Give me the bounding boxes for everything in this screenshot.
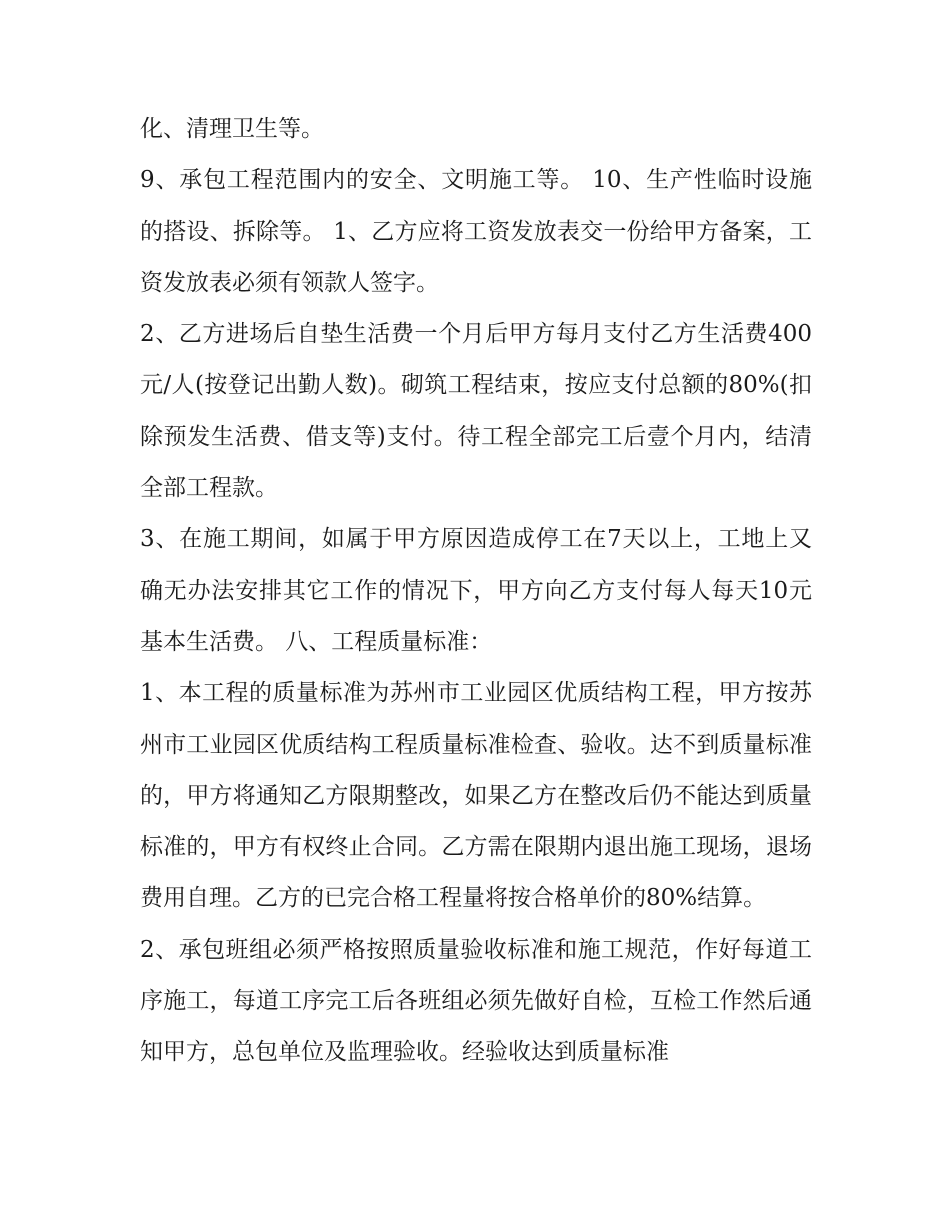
paragraph-stoppage-3: 3、在施工期间，如属于甲方原因造成停工在7天以上，工地上又确无办法安排其它工作的情况下，甲方向乙方支付每人每天10元基本生活费。 八、工程质量标准： xyxy=(140,526,812,655)
document-page xyxy=(140,104,812,1079)
paragraph-payment-2: 2、乙方进场后自垫生活费一个月后甲方每月支付乙方生活费400元/人(按登记出勤人数)。砌筑工程结束，按应支付总额的80%(扣除预发生活费、借支等)支付。待工程全部完工后壹个月内，结清全部工程款。 xyxy=(140,321,812,502)
paragraph-quality-2: 2、承包班组必须严格按照质量验收标准和施工规范，作好每道工序施工，每道工序完工后各班组必须先做好自检，互检工作然后通知甲方，总包单位及监理验收。经验收达到质量标准 xyxy=(140,936,812,1066)
paragraph-quality-1: 1、本工程的质量标准为苏州市工业园区优质结构工程，甲方按苏州市工业园区优质结构工程质量标准检查、验收。达不到质量标准的，甲方将通知乙方限期整改，如果乙方在整改后仍不能达到质量标准的，甲方有权终止合同。乙方需在限期内退出施工现场，退场费用自理。乙方的已完合格工程量将按合格单价的80%结算。 xyxy=(140,680,812,912)
paragraph-cleanup: 化、清理卫生等。 xyxy=(140,116,324,142)
paragraph-item-9: 9、承包工程范围内的安全、文明施工等。 10、生产性临时设施的搭设、拆除等。 1、乙方应将工资发放表交一份给甲方备案，工资发放表必须有领款人签字。 xyxy=(140,167,812,296)
